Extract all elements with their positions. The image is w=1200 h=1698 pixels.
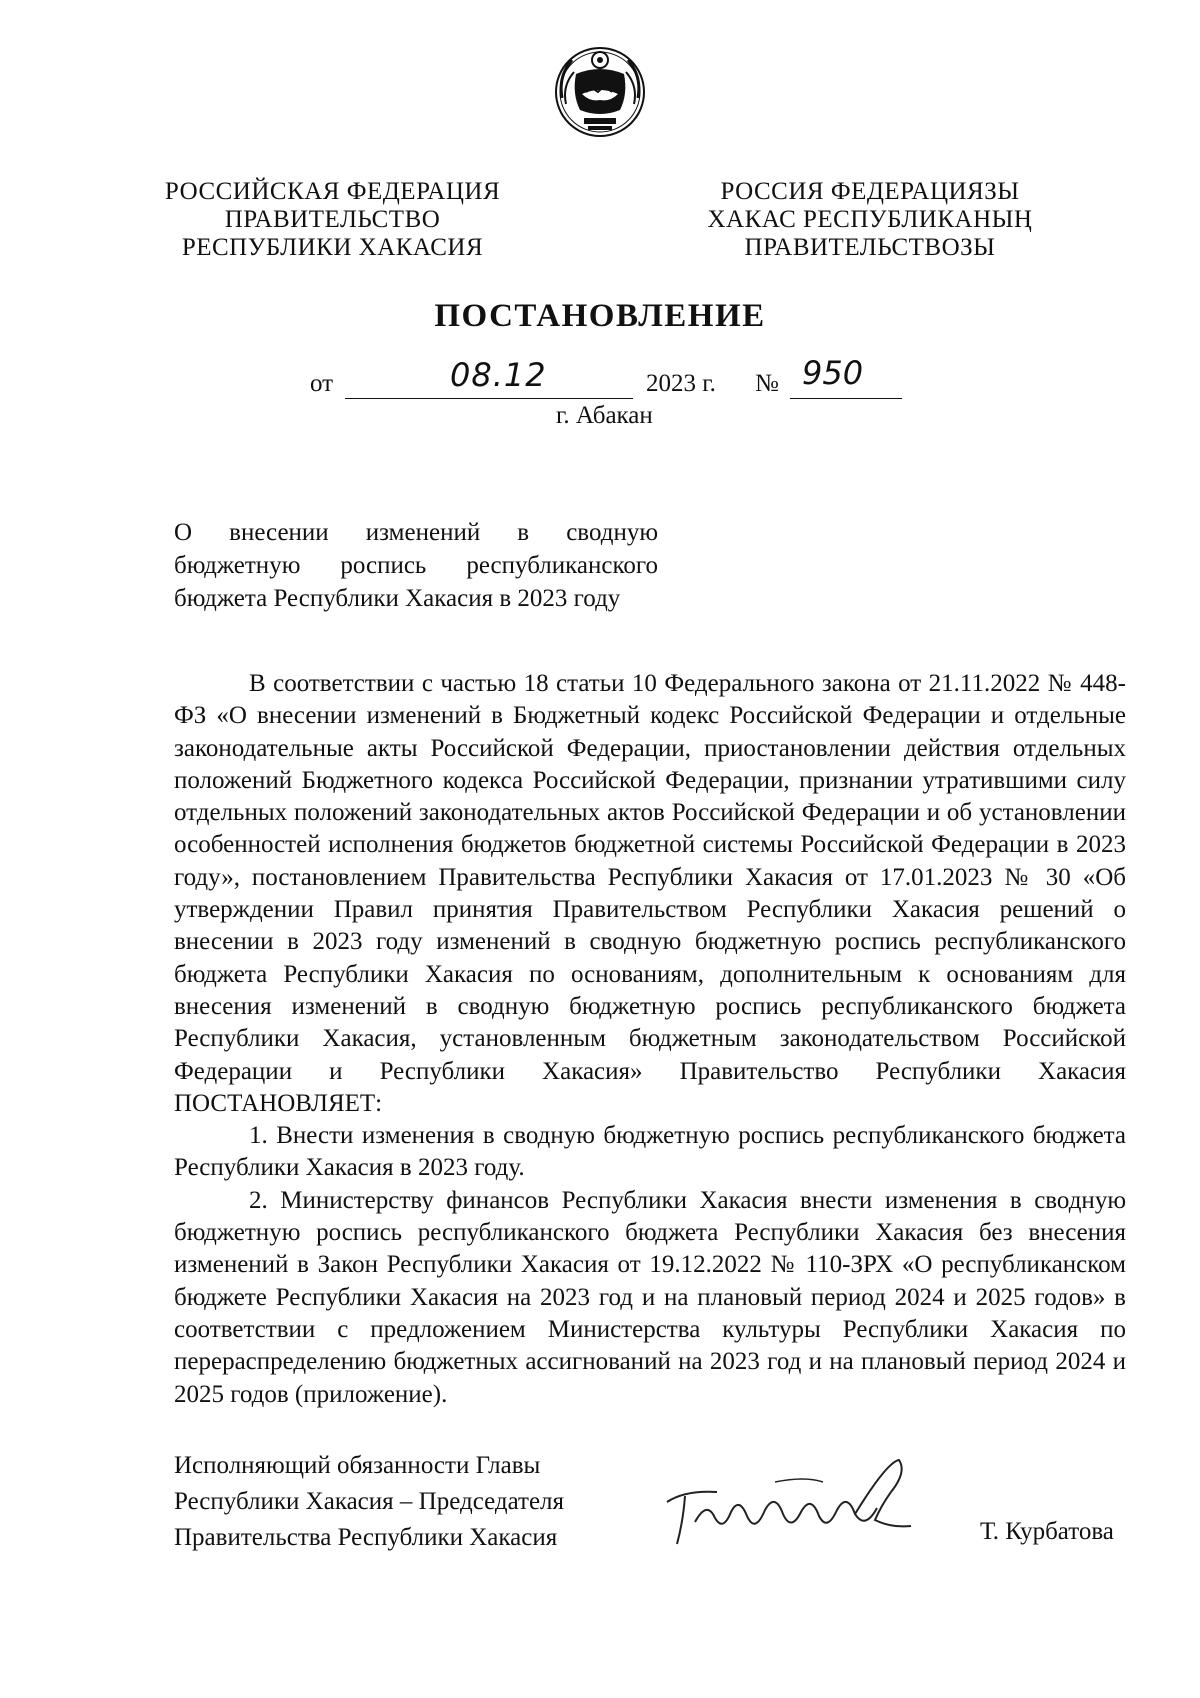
subject-line-3: бюджета Республики Хакасия в 2023 году [174, 585, 621, 612]
document-number: 950 [802, 354, 864, 392]
header-right-line-1: РОССИЯ ФЕДЕРАЦИЯЗЫ [720, 178, 1020, 205]
header-left-line-3: РЕСПУБЛИКИ ХАКАСИЯ [181, 234, 484, 261]
subject-line-1: О внесении изменений в сводную [174, 519, 658, 546]
header-left [160, 178, 505, 262]
date-from-label: от [310, 370, 334, 397]
khakassia-coat-of-arms-icon [552, 42, 648, 142]
city: г. Абакан [556, 402, 653, 429]
date-underline [345, 398, 633, 399]
body-paragraph-2: 1. Внести изменения в сводную бюджетную роспись республиканского бюджета Республики Хакасия в 2023 году. [174, 1122, 1126, 1182]
position-line-2: Республики Хакасия – Председателя [174, 1488, 565, 1515]
header-right [705, 178, 1035, 262]
position-line-3: Правительства Республики Хакасия [174, 1524, 558, 1551]
document-title: ПОСТАНОВЛЕНИЕ [434, 298, 766, 334]
handwritten-signature-icon [655, 1452, 925, 1552]
date-number-line [0, 354, 1200, 402]
position-line-1: Исполняющий обязанности Главы [174, 1452, 541, 1479]
signatory-position [174, 1448, 564, 1556]
header-left-line-2: ПРАВИТЕЛЬСТВО [224, 206, 441, 233]
header-left-line-1: РОССИЙСКАЯ ФЕДЕРАЦИЯ [164, 178, 501, 205]
body-paragraph-3: 2. Министерству финансов Республики Хакасия внести изменения в сводную бюджетную роспись республиканского бюджета Республики Хакасия без внесения изменений в Закон Республики Хакасия от 19.12.2022 № 110-ЗРХ «О республиканском бюджете Республики Хакасия на 2023 год и на плановый период 2024 и 2025 годов» в соответствии с предложением Министерства культуры Республики Хакасия по перераспределению бюджетных ассигнований на 2023 год и на плановый период 2024 и 2025 годов (приложение). [174, 1186, 1126, 1408]
body-paragraph-1: В соответствии с частью 18 статьи 10 Федерального закона от 21.11.2022 № 448-ФЗ «О внесении изменений в Бюджетный кодекс Российской Федерации и отдельные законодательные акты Российской Федерации, приостановлении действия отдельных положений Бюджетного кодекса Российской Федерации, признании утратившими силу отдельных положений законодательных актов Российской Федерации и об установлении особенностей исполнения бюджетов бюджетной системы Российской Федерации в 2023 году», постановлением Правительства Республики Хакасия от 17.01.2023 № 30 «Об утверждении Правил принятия Правительством Республики Хакасия решений о внесении в 2023 году изменений в сводную бюджетную роспись республиканского бюджета Республики Хакасия по основаниям, дополнительным к основаниям для внесения изменений в сводную бюджетную роспись республиканского бюджета Республики Хакасия, установленным бюджетным законодательством Российской Федерации и Республики Хакасия» Правительство Республики Хакасия ПОСТАНОВЛЯЕТ: [174, 670, 1126, 1117]
document-subject [174, 516, 658, 615]
header-right-line-2: ХАКАС РЕСПУБЛИКАНЫҢ [707, 206, 1033, 233]
number-underline [790, 398, 902, 399]
document-body [174, 668, 1126, 1411]
document-date: 08.12 [450, 356, 547, 394]
subject-line-2: бюджетную роспись республиканского [174, 552, 658, 579]
signer-name: Т. Курбатова [980, 1518, 1114, 1545]
header-right-line-3: ПРАВИТЕЛЬСТВОЗЫ [744, 234, 996, 261]
document-year: 2023 г. [646, 370, 716, 397]
number-label: № [755, 370, 779, 397]
